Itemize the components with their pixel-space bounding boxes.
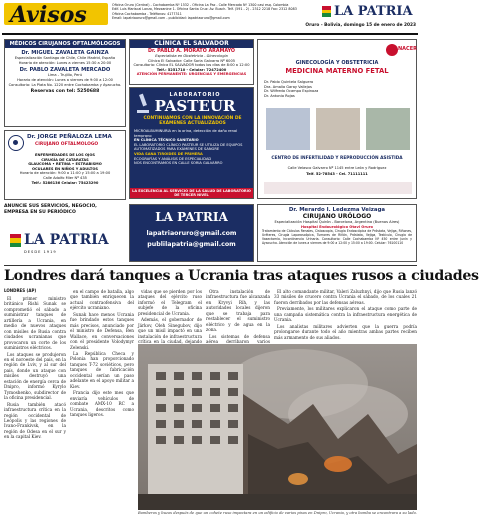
- ad-medicos-cirujanos: MÉDICOS CIRUJANOS OFTALMÓLOGOS Dr. MIGUEL ZAVALETA GAINZA Especialización Santiago de Chile, Chile Madrid, España Horario de atención: Lunes a viernes 15:30 a 20:00 Dr. PABLO ZAVALETA MERCADO Lima - Trujillo, Perú Horario de atención: Lunes a viernes de 9:00 a 12:00 Consultorio: La Plata No. 1220 entre Cochabamba y Ayacucho. Reservas con tel: 5250688: [4, 39, 126, 127]
- ad-laboratorio-pasteur: LABORATORIO PASTEUR CONTINUAMOS CON LA INNOVACIÓN DE EXÁMENES ACTUALIZADOS MICROALBUMINURIA en la orina, detección de daño renal temprano EN CLÍNICA TÉCNICO SANITARIO EL LABORATORIO CLÍNICO PASTEUR SE UTILIZA DE EQUIPOS AUTOMATIZADOS PARA EXÁMENES DE SANGRE VIDA SANA TIROIDES DE PRIMERA ECOGRAFÍAS Y ANÁLISIS DE ESPECIALIDAD NOS ENCONTRAMOS EN CALLE SORIA GALVARRO LA EXCELENCIA AL SERVICIO DE LA SALUD DE LABORATORIO DE TERCER NIVEL: [129, 87, 254, 199]
- nacer-photo-1: [266, 108, 310, 150]
- microscope-icon: [136, 94, 150, 114]
- page-header: [0, 0, 420, 34]
- article-byline: LONDRES (AP): [4, 288, 37, 293]
- ad-lapatria-email: LA PATRIA lapatriaoruro@gmail.com publilapatria@gmail.com: [129, 204, 254, 262]
- ad-anuncie: ANUNCIE SUS SERVICIOS, NEGOCIO, EMPRESA EN SU PERIÓDICO LA PATRIA DESDE 1919: [4, 204, 109, 254]
- nacer-photo-3: [366, 108, 410, 150]
- ad-penaloza: Dr. JORGE PEÑALOZA LEMA CIRUJANO OFTALMOLOGO ENFERMEDADES DE LOS OJOS CIRUGÍA DE CATARATAS GLAUCOMA • RETINA • ESTRABISMO OCULARES EN NIÑOS Y ADULTOS Horario de atención: 9:00 a 11:00 y 15:00 a 19:00 Calle Adolfo Mier Nº 435 Telf.: 5286136 Celular: 75423290: [4, 130, 126, 200]
- ad-merardo-ledezma: Dr. Merardo I. Ledezma Veizaga CIRUJANO URÓLOGO Especialización Hospital Quirón - Barcelona, Argentina (Buenos Aires) Hospital Endourológico Otavi Oruro Tratamiento de Cálculos Renales, Cistoscopia, Cirugía Endoscópica de Próstata, Vejiga, Riñones, Uréteres, Cirugía Laparoscópica, Tumores de Riñón, Próstata, Vejiga, Testículo, Cirugía de Vasectomía, Incontinencia Urinaria. Consultorio: Calle Cochabamba Nº 450 entre Junín y Ayacucho. Atención de lunes a viernes de 9:00 a 12:00 y 15:00 a 19:00. Celular: 76100110: [257, 204, 417, 262]
- article-column-5: El alto comandante militar, Valeri Zaluzhnyi, dijo que Rusia lanzó 33 misiles de crucero contra Ucrania el sábado, de los cuales 21 fueron derribados por las defensas aéreas. Previamente, los militares explicaron el ataque como parte de una campaña sistemática contra la infraestructura energética de Ucrania. Los analistas militares advierten que la guerra podría prolongarse durante todo el año mientras ambas partes reciben más armamento de sus aliados.: [274, 289, 417, 340]
- eye-icon: [8, 135, 24, 151]
- nacer-doctors: Dr. Pablo Quintela Salguero Dra. Amalia Garay Vallejos Dr. Wilfredo Ocampo Espinoza Dr. Antonio Rojas: [264, 80, 319, 98]
- article-headline: Londres dará tanques a Ucrania tras ataques rusos a ciudades: [4, 268, 479, 284]
- article-column-2: en el campo de batalla, algo que también enriquecen la actual contraofensiva del ejército ucraniano. Sunak hace menos Ucrania fue brindado estos tanques más precisos, anunciado por el ministro de Defensa, Ben Wallace, en conversaciones con el presidente Volodymyr Zelenski. La República Checa y Polonia han proporcionado tanques T-72 soviéticos, pero tanques de fabricación occidental serían un paso adelante en el apoyo militar a Kiev. Francia dijo este mes que enviaría vehículos de combate AMX-10 RC a Ucrania, descritos como tanques ligeros.: [70, 289, 134, 417]
- article-column-3: vidas que se pierden por los ataques del ejército ruso informó el Telegram el subjefe de la oficina presidencial de Ucrania. Además, el gobernador de Járkov, Oleh Sinegubov, dijo que un misil impactó en una instalación de infraestructura crítica en la ciudad, dejando: [138, 289, 202, 345]
- article-column-1: El primer ministro británico Rishi Sunak se comprometió el sábado a suministrar tanques de artillería a Ucrania, en medio de nuevos ataques con misiles de Rusia contra ciudades ucranianas que provocaron un corte de los suministros eléctricos. Los ataques se produjeron en el noroeste del país, en la región de Lviv, y al sur del país, donde un ataque con misiles destruyó una estación de energía cerca de Dnipro, informó Kyrylo Tymoshenko, subdirector de la oficina presidencial. Rusia también atacó infraestructura crítica en la región occidental de Leópolis y las regiones de Ivano-Frankivsk, en la región de Odesa en el sur y en la capital Kiev.: [4, 296, 66, 440]
- article-photo: [138, 344, 417, 510]
- ad-clinica-el-salvador: CLÍNICA EL SALVADOR Dr. PABLO A. MORATO ARAMAYO Especialista en Obstetricia - Ginecología Clínica El Salvador: Calle Soria Galvarro Nº 6005 Consultorio: Clínica EL SALVADOR todos los días de 8:00 a 12:00 Telf.: 5251710 - Celular: 72472400 ATENCIÓN PERMANENTE: URGENCIAS Y EMERGENCIAS: [129, 39, 254, 85]
- nacer-photo-2: [316, 108, 360, 150]
- nacer-logo-icon: [386, 44, 398, 56]
- header-office-info: Oficina Oruro (Central) - Cochabamba Nº 1532 - Oficina La Paz - Calle Mercado Nº 1300 casi esq. Colombia Edif. Luis Mariscal Lonzo, Mezzanine 1. Oficina Santa Cruz: Av. Busch. Telf. (591 - 2) - 2312 2218 Fax: 2312 8083 Oficina Cochabamba - Teléfonos: 4177311 Email: lapatriaoruro@gmail.com - publicidad: lapatriaoruro@gmail.com: [112, 3, 297, 20]
- flag-icon: [10, 234, 21, 247]
- flag-icon: [322, 6, 331, 17]
- building-ruins-illustration: [138, 344, 417, 510]
- article-column-4: Otra instalación de infraestructura fue alcanzada en Kryvyi Rih, y las autoridades locales dijeron que se trabaja para restablecer el suministro eléctrico y de agua en la zona. Los sistemas de defensa aérea derribaron varios: [206, 289, 270, 345]
- header-logo: LA PATRIA: [322, 4, 416, 20]
- ad-nacer: NACER GINECOLOGÍA Y OBSTETRICIA MEDICINA MATERNO FETAL Dr. Pablo Quintela Salguero Dra. Amalia Garay Vallejos Dr. Wilfredo Ocampo Espinoza Dr. Antonio Rojas CENTRO DE INFERTILIDAD Y REPRODUCCIÓN ASISTIDA Calle Velasco Galvarro Nº 1145 entre León y Rodríguez Telf. 52-78543 - Cel. 71111111: [257, 39, 417, 199]
- section-title: Avisos: [4, 3, 108, 25]
- header-date: Oruro - Bolivia, domingo 15 de enero de 2023: [305, 23, 416, 28]
- article-photo-caption: Bomberos y buzos después de que un cohete ruso impactara en un edificio de varios pisos en Dnipro, Ucrania, y otra bomba se encontrara a su lado.: [138, 511, 417, 515]
